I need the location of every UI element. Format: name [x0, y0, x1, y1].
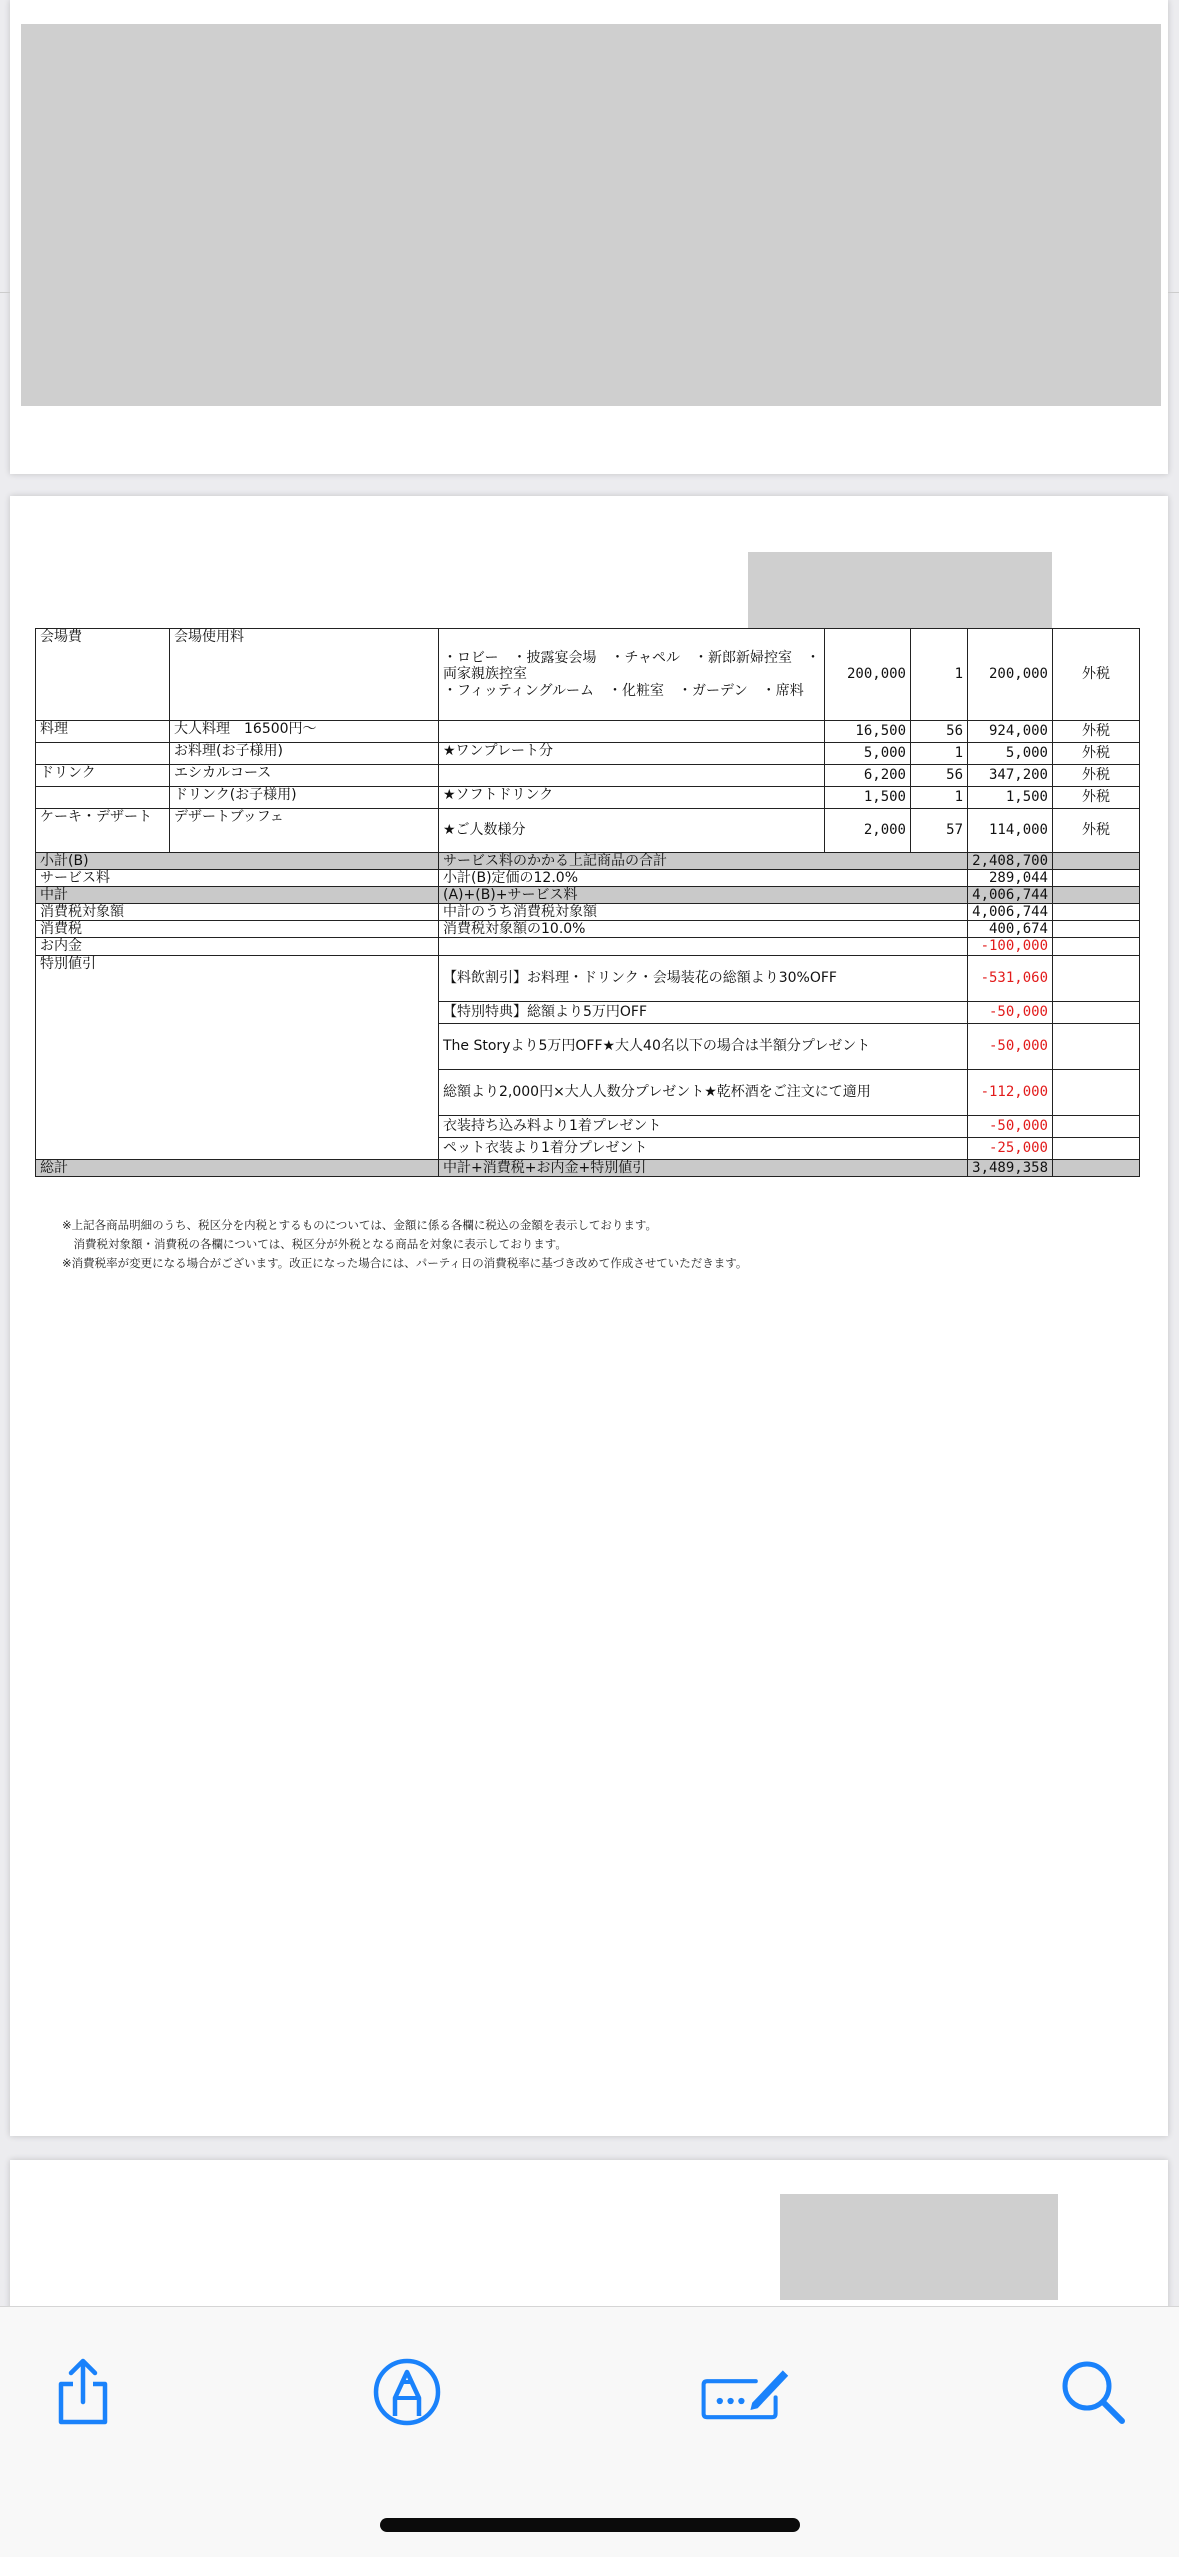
search-button[interactable]: [1048, 2347, 1138, 2437]
footnote: ※消費税率が変更になる場合がございます。改正になった場合には、パーティ日の消費税率に基づき改めて作成させていただきます。: [62, 1256, 748, 1270]
summary-desc: (A)+(B)+サービス料: [439, 887, 968, 904]
markup-button[interactable]: [362, 2347, 452, 2437]
table-row: [36, 787, 1140, 809]
discount-amount: -25,000: [968, 1137, 1053, 1159]
table-row: [36, 765, 1140, 787]
qty-cell: 1: [911, 743, 968, 765]
summary-label: 中計: [36, 887, 439, 904]
table-row: [36, 743, 1140, 765]
qty-cell: 56: [911, 721, 968, 743]
markup-icon: [371, 2356, 443, 2428]
pdf-page-previous: [10, 0, 1168, 474]
tax-cell: 外税: [1053, 765, 1140, 787]
page-edge-line: [0, 292, 10, 293]
footnotes: [62, 1216, 1122, 1273]
price-cell: 2,000: [825, 809, 911, 853]
detail-line: 両家親族控室: [443, 666, 527, 683]
amount-cell: 114,000: [968, 809, 1053, 853]
detail-cell: [439, 765, 825, 787]
summary-row-service: [36, 870, 1140, 887]
discount-amount: -50,000: [968, 1115, 1053, 1137]
discount-desc: 衣装持ち込み料より1着プレゼント: [439, 1115, 968, 1137]
total-amount: 3,489,358: [968, 1159, 1053, 1176]
item-cell: エシカルコース: [170, 765, 439, 787]
empty-cell: [1053, 955, 1140, 1001]
summary-row-taxable: [36, 904, 1140, 921]
tax-cell: 外税: [1053, 721, 1140, 743]
home-indicator: [380, 2518, 800, 2532]
item-cell: デザートブッフェ: [170, 809, 439, 853]
amount-cell: 1,500: [968, 787, 1053, 809]
qty-cell: 56: [911, 765, 968, 787]
empty-cell: [1053, 1115, 1140, 1137]
footnote: ※上記各商品明細のうち、税区分を内税とするものについては、金額に係る各欄に税込の金額を表示しております。: [62, 1218, 657, 1232]
discount-amount: -50,000: [968, 1023, 1053, 1069]
empty-cell: [1053, 1001, 1140, 1023]
detail-line: ・フィッティングルーム ・化粧室 ・ガーデン ・席料: [443, 682, 804, 699]
category-cell: 会場費: [36, 629, 170, 721]
tax-cell: 外税: [1053, 743, 1140, 765]
summary-amount: 4,006,744: [968, 887, 1053, 904]
summary-desc: 小計(B)定価の12.0%: [439, 870, 968, 887]
discount-amount: -531,060: [968, 955, 1053, 1001]
redacted-area: [748, 552, 1052, 628]
redacted-area: [780, 2194, 1058, 2300]
amount-cell: 5,000: [968, 743, 1053, 765]
summary-amount: -100,000: [968, 938, 1053, 955]
category-cell: 料理: [36, 721, 170, 743]
summary-amount: 400,674: [968, 921, 1053, 938]
summary-amount: 4,006,744: [968, 904, 1053, 921]
price-cell: 6,200: [825, 765, 911, 787]
item-cell: 大人料理 16500円～: [170, 721, 439, 743]
summary-label: お内金: [36, 938, 439, 955]
summary-label: 小計(B): [36, 853, 439, 870]
summary-row-subtotal: [36, 853, 1140, 870]
empty-cell: [1053, 1023, 1140, 1069]
redacted-area: [21, 24, 1161, 406]
category-cell: ケーキ・デザート: [36, 809, 170, 853]
summary-row-deposit: [36, 938, 1140, 955]
qty-cell: 1: [911, 787, 968, 809]
empty-cell: [1053, 853, 1140, 870]
footnote: 消費税対象額・消費税の各欄については、税区分が外税となる商品を対象に表示しております。: [62, 1237, 567, 1251]
summary-amount: 2,408,700: [968, 853, 1053, 870]
empty-cell: [1053, 938, 1140, 955]
discount-row: [36, 955, 1140, 1001]
summary-label: 消費税対象額: [36, 904, 439, 921]
discount-desc: The Storyより5万円OFF★大人40名以下の場合は半額分プレゼント: [439, 1023, 968, 1069]
empty-cell: [1053, 1159, 1140, 1176]
total-label: 総計: [36, 1159, 439, 1176]
amount-cell: 200,000: [968, 629, 1053, 721]
summary-label: 消費税: [36, 921, 439, 938]
discount-amount: -112,000: [968, 1069, 1053, 1115]
amount-cell: 924,000: [968, 721, 1053, 743]
summary-desc: [439, 938, 968, 955]
empty-cell: [1053, 904, 1140, 921]
price-cell: 200,000: [825, 629, 911, 721]
search-icon: [1058, 2357, 1128, 2427]
detail-cell: ★ソフトドリンク: [439, 787, 825, 809]
summary-desc: サービス料のかかる上記商品の合計: [439, 853, 968, 870]
empty-cell: [1053, 870, 1140, 887]
detail-cell: ★ご人数様分: [439, 809, 825, 853]
estimate-table: [35, 628, 1140, 1177]
discount-desc: ペット衣装より1着分プレゼント: [439, 1137, 968, 1159]
page-edge-line: [1168, 292, 1179, 293]
summary-desc: 中計のうち消費税対象額: [439, 904, 968, 921]
price-cell: 16,500: [825, 721, 911, 743]
detail-cell: ★ワンプレート分: [439, 743, 825, 765]
total-row: [36, 1159, 1140, 1176]
item-cell: 会場使用料: [170, 629, 439, 721]
summary-label: サービス料: [36, 870, 439, 887]
summary-row-tax: [36, 921, 1140, 938]
empty-cell: [1053, 921, 1140, 938]
discount-label: 特別値引: [36, 955, 439, 1159]
price-cell: 5,000: [825, 743, 911, 765]
item-cell: お料理(お子様用): [170, 743, 439, 765]
table-row: [36, 809, 1140, 853]
summary-amount: 289,044: [968, 870, 1053, 887]
empty-cell: [1053, 887, 1140, 904]
summary-row-midtotal: [36, 887, 1140, 904]
empty-cell: [1053, 1069, 1140, 1115]
detail-line: ・ロビー ・披露宴会場 ・チャペル ・新郎新婦控室 ・: [443, 650, 821, 667]
tax-cell: 外税: [1053, 629, 1140, 721]
detail-cell: [439, 721, 825, 743]
category-cell: [36, 743, 170, 765]
summary-desc: 消費税対象額の10.0%: [439, 921, 968, 938]
qty-cell: 57: [911, 809, 968, 853]
discount-amount: -50,000: [968, 1001, 1053, 1023]
tax-cell: 外税: [1053, 809, 1140, 853]
detail-cell: [439, 629, 825, 721]
price-cell: 1,500: [825, 787, 911, 809]
empty-cell: [1053, 1137, 1140, 1159]
category-cell: [36, 787, 170, 809]
signature-button[interactable]: [700, 2347, 790, 2437]
total-desc: 中計+消費税+お内金+特別値引: [439, 1159, 968, 1176]
category-cell: ドリンク: [36, 765, 170, 787]
amount-cell: 347,200: [968, 765, 1053, 787]
discount-desc: 【料飲割引】お料理・ドリンク・会場装花の総額より30%OFF: [439, 955, 968, 1001]
discount-desc: 【特別特典】総額より5万円OFF: [439, 1001, 968, 1023]
share-icon: [51, 2356, 115, 2428]
table-row: [36, 721, 1140, 743]
table-row-venue: [36, 629, 1140, 721]
signature-icon: [700, 2360, 790, 2424]
discount-desc: 総額より2,000円×大人人数分プレゼント★乾杯酒をご注文にて適用: [439, 1069, 968, 1115]
tax-cell: 外税: [1053, 787, 1140, 809]
share-button[interactable]: [38, 2347, 128, 2437]
item-cell: ドリンク(お子様用): [170, 787, 439, 809]
qty-cell: 1: [911, 629, 968, 721]
